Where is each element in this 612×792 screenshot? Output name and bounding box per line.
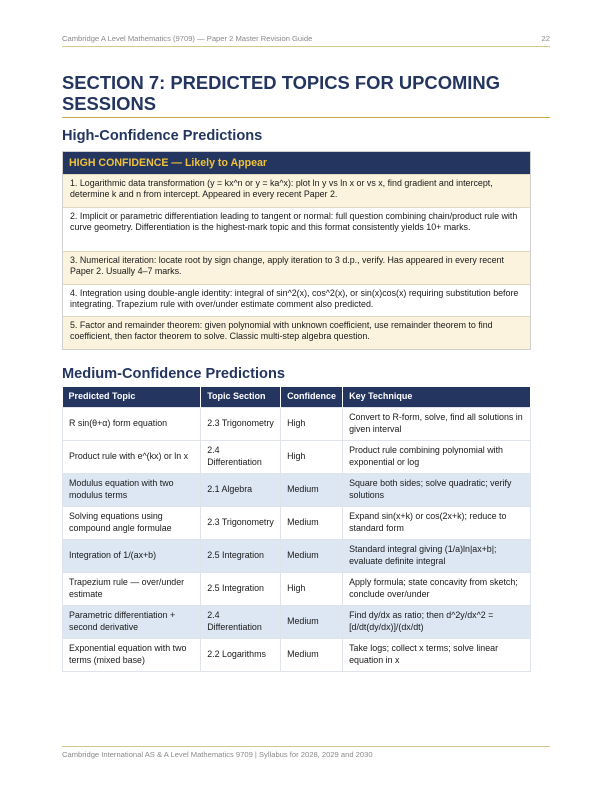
- section-title: SECTION 7: PREDICTED TOPICS FOR UPCOMING SESSIONS: [62, 72, 550, 118]
- medium-confidence-table: [62, 387, 531, 672]
- prediction-item: 5. Factor and remainder theorem: given polynomial with unknown coefficient, use remainder theorem to find coefficient, then factor theorem to solve. Classic multi-step algebra question.: [63, 316, 530, 349]
- cell-section: 2.3 Trigonometry: [201, 506, 281, 539]
- high-confidence-box: [62, 151, 531, 350]
- page-footer: Cambridge International AS & A Level Mathematics 9709 | Syllabus for 2028, 2029 and 2030: [62, 746, 550, 759]
- cell-topic: Parametric differentiation + second derivative: [63, 605, 201, 638]
- cell-confidence: Medium: [281, 638, 343, 671]
- cell-confidence: High: [281, 440, 343, 473]
- prediction-item: 4. Integration using double-angle identity: integral of sin^2(x), cos^2(x), or sin(x)cos(x) requiring substitution before integrating. Trapezium rule with over/under estimate comment also predicted.: [63, 284, 530, 316]
- table-row: [63, 506, 531, 539]
- table-row: [63, 539, 531, 572]
- cell-technique: Expand sin(x+k) or cos(2x+k); reduce to standard form: [343, 506, 531, 539]
- cell-technique: Convert to R-form, solve, find all solutions in given interval: [343, 407, 531, 440]
- cell-confidence: Medium: [281, 473, 343, 506]
- cell-section: 2.4 Differentiation: [201, 605, 281, 638]
- cell-topic: Trapezium rule — over/under estimate: [63, 572, 201, 605]
- column-header-confidence: Confidence: [281, 387, 343, 407]
- cell-confidence: Medium: [281, 605, 343, 638]
- cell-section: 2.2 Logarithms: [201, 638, 281, 671]
- cell-topic: Exponential equation with two terms (mixed base): [63, 638, 201, 671]
- cell-topic: Modulus equation with two modulus terms: [63, 473, 201, 506]
- table-row: [63, 638, 531, 671]
- cell-section: 2.5 Integration: [201, 572, 281, 605]
- cell-confidence: High: [281, 407, 343, 440]
- cell-confidence: Medium: [281, 539, 343, 572]
- cell-technique: Product rule combining polynomial with exponential or log: [343, 440, 531, 473]
- cell-section: 2.1 Algebra: [201, 473, 281, 506]
- high-confidence-heading: High-Confidence Predictions: [62, 128, 263, 144]
- column-header-section: Topic Section: [201, 387, 281, 407]
- cell-technique: Standard integral giving (1/a)ln|ax+b|; evaluate definite integral: [343, 539, 531, 572]
- prediction-item: 3. Numerical iteration: locate root by sign change, apply iteration to 3 d.p., verify. Has appeared in every recent Paper 2. Usually 4–7 marks.: [63, 251, 530, 284]
- table-row: [63, 572, 531, 605]
- column-header-technique: Key Technique: [343, 387, 531, 407]
- cell-technique: Find dy/dx as ratio; then d^2y/dx^2 = [d/dt(dy/dx)]/(dx/dt): [343, 605, 531, 638]
- cell-topic: Product rule with e^(kx) or ln x: [63, 440, 201, 473]
- running-header: [62, 34, 550, 47]
- cell-topic: R sin(θ+α) form equation: [63, 407, 201, 440]
- header-title: Cambridge A Level Mathematics (9709) — Paper 2 Master Revision Guide: [62, 34, 313, 43]
- cell-confidence: High: [281, 572, 343, 605]
- table-row: [63, 407, 531, 440]
- cell-section: 2.3 Trigonometry: [201, 407, 281, 440]
- page-number: 22: [541, 34, 550, 43]
- column-header-topic: Predicted Topic: [63, 387, 201, 407]
- cell-section: 2.4 Differentiation: [201, 440, 281, 473]
- cell-technique: Square both sides; solve quadratic; verify solutions: [343, 473, 531, 506]
- table-row: [63, 605, 531, 638]
- table-row: [63, 440, 531, 473]
- table-row: [63, 473, 531, 506]
- cell-section: 2.5 Integration: [201, 539, 281, 572]
- cell-confidence: Medium: [281, 506, 343, 539]
- prediction-item: 2. Implicit or parametric differentiation leading to tangent or normal: full question combining chain/product rule with curve geometry. Differentiation is the highest-mark topic and this format consistently yields 10+ marks.: [63, 207, 530, 251]
- table-header-row: [63, 387, 531, 407]
- high-confidence-box-title: HIGH CONFIDENCE — Likely to Appear: [63, 152, 530, 174]
- prediction-item: 1. Logarithmic data transformation (y = kx^n or y = ka^x): plot ln y vs ln x or vs x, find gradient and intercept, determine k and n from intercept. Appeared in every recent Paper 2.: [63, 174, 530, 207]
- medium-confidence-heading: Medium-Confidence Predictions: [62, 366, 285, 382]
- cell-topic: Solving equations using compound angle formulae: [63, 506, 201, 539]
- cell-technique: Apply formula; state concavity from sketch; conclude over/under: [343, 572, 531, 605]
- cell-technique: Take logs; collect x terms; solve linear equation in x: [343, 638, 531, 671]
- cell-topic: Integration of 1/(ax+b): [63, 539, 201, 572]
